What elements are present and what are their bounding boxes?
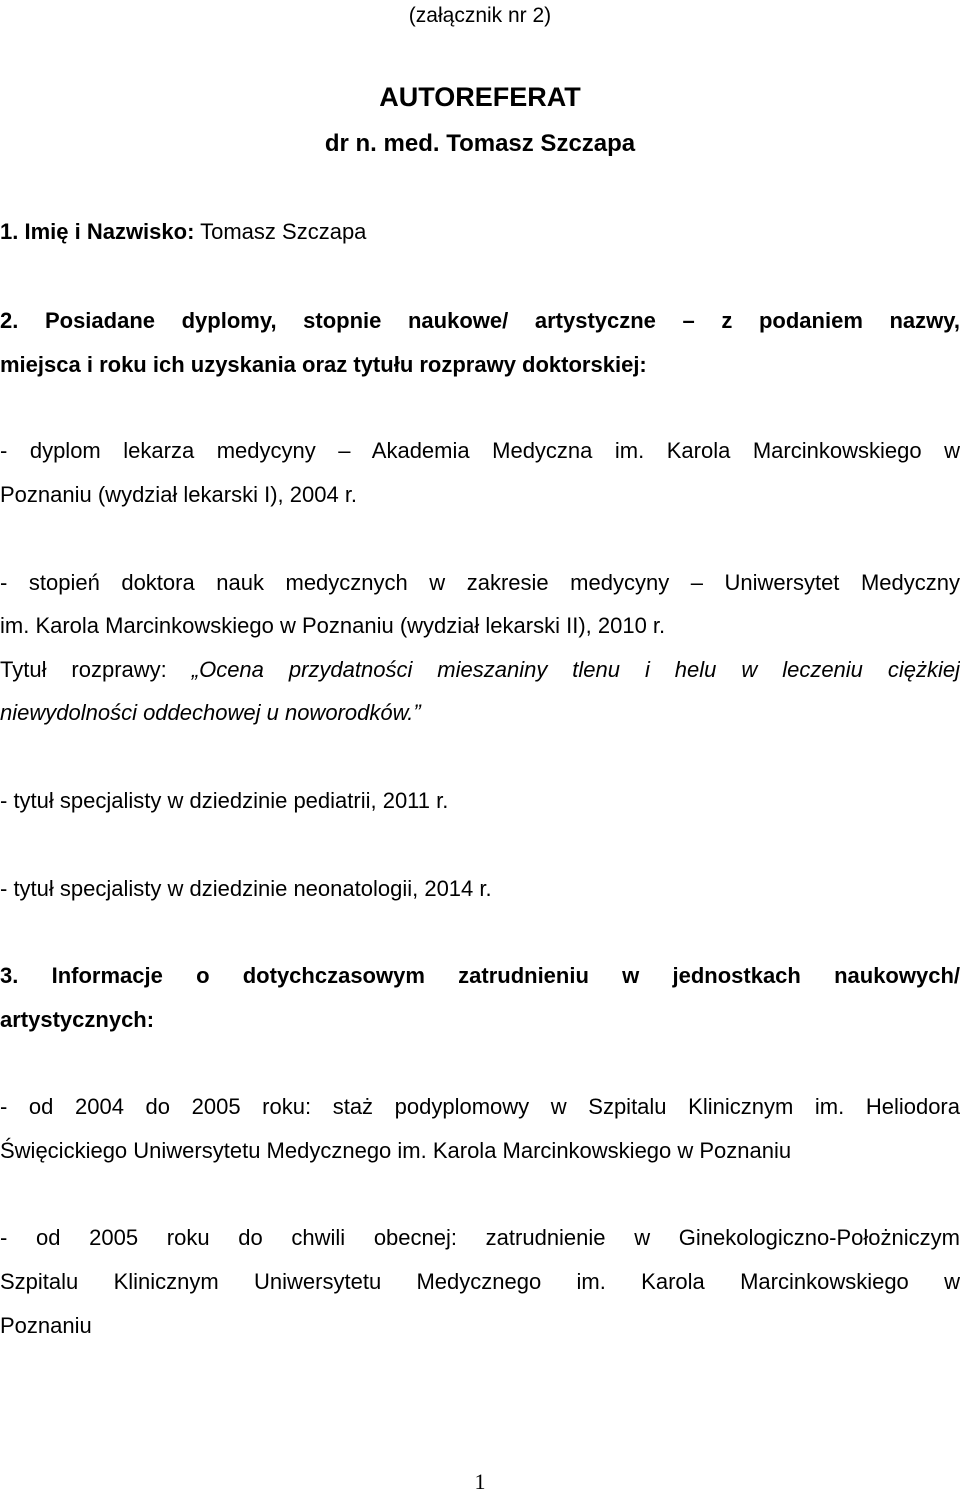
diploma-line-1: - dyplom lekarza medycyny – Akademia Medyczna im. Karola Marcinkowskiego w <box>0 438 960 463</box>
page-number: 1 <box>474 1469 486 1494</box>
section-2-heading-line-2: miejsca i roku ich uzyskania oraz tytułu rozprawy doktorskiej: <box>0 352 647 377</box>
section-1-name <box>0 218 960 246</box>
section-2-heading-line-1: 2. Posiadane dyplomy, stopnie naukowe/ artystyczne – z podaniem nazwy, <box>0 308 960 333</box>
specialist-title-pediatrics: - tytuł specjalisty w dziedzinie pediatrii, 2011 r. <box>0 788 449 813</box>
section-1-value: Tomasz Szczapa <box>200 219 367 244</box>
phd-line-1: - stopień doktora nauk medycznych w zakresie medycyny – Uniwersytet Medyczny <box>0 570 960 595</box>
job-2-line-2: Szpitalu Klinicznym Uniwersytetu Medycznego im. Karola Marcinkowskiego w <box>0 1269 960 1294</box>
diploma-line-2: Poznaniu (wydział lekarski I), 2004 r. <box>0 482 358 507</box>
section-3-heading-line-2: artystycznych: <box>0 1007 155 1032</box>
specialist-title-neonatology: - tytuł specjalisty w dziedzinie neonatologii, 2014 r. <box>0 876 492 901</box>
section-1-label: 1. Imię i Nazwisko: <box>0 219 195 244</box>
thesis-line-1 <box>0 656 960 684</box>
document-title: AUTOREFERAT <box>379 82 581 112</box>
thesis-label: Tytuł rozprawy: <box>0 657 167 682</box>
phd-line-2: im. Karola Marcinkowskiego w Poznaniu (wydział lekarski II), 2010 r. <box>0 613 666 638</box>
author-line: dr n. med. Tomasz Szczapa <box>324 130 636 157</box>
job-2-line-1: - od 2005 roku do chwili obecnej: zatrudnienie w Ginekologiczno-Położniczym <box>0 1225 960 1250</box>
thesis-title-part-2: niewydolności oddechowej u noworodków.” <box>0 700 421 725</box>
section-3-heading-line-1: 3. Informacje o dotychczasowym zatrudnieniu w jednostkach naukowych/ <box>0 963 960 988</box>
thesis-title-part-1: „Ocena przydatności mieszaniny tlenu i helu w leczeniu ciężkiej <box>191 657 960 682</box>
attachment-note: (załącznik nr 2) <box>408 4 552 27</box>
job-1-line-1: - od 2004 do 2005 roku: staż podyplomowy w Szpitalu Klinicznym im. Heliodora <box>0 1094 960 1119</box>
job-2-line-3: Poznaniu <box>0 1313 92 1338</box>
job-1-line-2: Święcickiego Uniwersytetu Medycznego im. Karola Marcinkowskiego w Poznaniu <box>0 1138 792 1163</box>
